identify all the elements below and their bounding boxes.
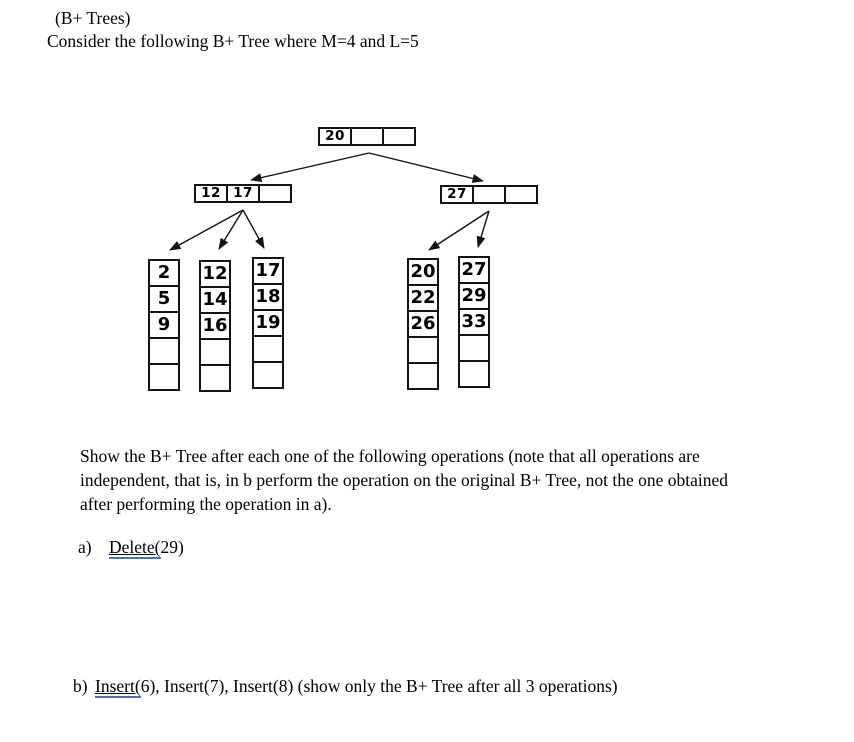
arrow-internal-right-to-leaf-4 — [429, 211, 489, 250]
tree-cell — [258, 184, 292, 203]
tree-cell — [458, 334, 490, 362]
tree-leaf-node-2 — [199, 260, 231, 392]
tree-cell: 20 — [318, 127, 352, 146]
item-b-rest: 6), Insert(7), Insert(8) (show only the B+ Tree after all 3 operations) — [140, 676, 618, 696]
tree-cell — [407, 336, 439, 364]
tree-cell — [350, 127, 384, 146]
instructions-paragraph — [80, 444, 728, 516]
instructions-line-2: independent, that is, in b perform the operation on the original B+ Tree, not the one obtained — [80, 470, 728, 490]
arrow-internal-left-to-leaf-1 — [170, 210, 243, 250]
tree-cell: 26 — [407, 310, 439, 338]
tree-cell — [199, 338, 231, 366]
tree-leaf-node-1 — [148, 259, 180, 391]
item-b-operation: Insert( — [95, 676, 141, 696]
tree-cell — [252, 361, 284, 389]
tree-root-node — [318, 127, 416, 146]
tree-cell: 5 — [148, 285, 180, 313]
question-item-b — [73, 674, 618, 698]
tree-cell: 2 — [148, 259, 180, 287]
tree-cell: 18 — [252, 283, 284, 311]
tree-cell — [407, 362, 439, 390]
tree-cell — [148, 337, 180, 365]
tree-internal-node-left — [194, 184, 292, 203]
tree-cell — [382, 127, 416, 146]
tree-internal-node-right — [440, 185, 538, 204]
tree-cell: 12 — [199, 260, 231, 288]
tree-cell: 27 — [458, 256, 490, 284]
tree-cell: 14 — [199, 286, 231, 314]
tree-leaf-node-5 — [458, 256, 490, 388]
item-b-label: b) — [73, 676, 88, 696]
tree-leaf-node-4 — [407, 258, 439, 390]
tree-cell: 33 — [458, 308, 490, 336]
tree-cell: 27 — [440, 185, 474, 204]
arrow-root-to-internal-right — [369, 153, 483, 181]
arrow-root-to-internal-left — [251, 153, 369, 180]
tree-cell — [252, 335, 284, 363]
arrow-internal-left-to-leaf-2 — [219, 210, 243, 249]
tree-cell: 12 — [194, 184, 228, 203]
item-a-rest: 29) — [160, 537, 184, 557]
arrow-internal-right-to-leaf-5 — [478, 211, 489, 247]
tree-cell: 16 — [199, 312, 231, 340]
question-item-a — [78, 535, 184, 559]
tree-cell: 9 — [148, 311, 180, 339]
tree-cell: 19 — [252, 309, 284, 337]
doc-intro: Consider the following B+ Tree where M=4 and L=5 — [47, 31, 419, 51]
tree-cell: 22 — [407, 284, 439, 312]
item-a-label: a) — [78, 537, 92, 557]
tree-cell — [472, 185, 506, 204]
tree-cell — [199, 364, 231, 392]
tree-cell — [458, 360, 490, 388]
arrow-internal-left-to-leaf-3 — [243, 210, 264, 248]
instructions-line-3: after performing the operation in a). — [80, 494, 332, 514]
doc-title: (B+ Trees) — [55, 8, 131, 28]
tree-cell — [504, 185, 538, 204]
tree-cell: 17 — [226, 184, 260, 203]
instructions-line-1: Show the B+ Tree after each one of the following operations (note that all operations are — [80, 446, 700, 466]
item-a-operation: Delete( — [109, 537, 161, 557]
tree-cell: 17 — [252, 257, 284, 285]
tree-cell: 20 — [407, 258, 439, 286]
tree-leaf-node-3 — [252, 257, 284, 389]
tree-cell: 29 — [458, 282, 490, 310]
tree-cell — [148, 363, 180, 391]
